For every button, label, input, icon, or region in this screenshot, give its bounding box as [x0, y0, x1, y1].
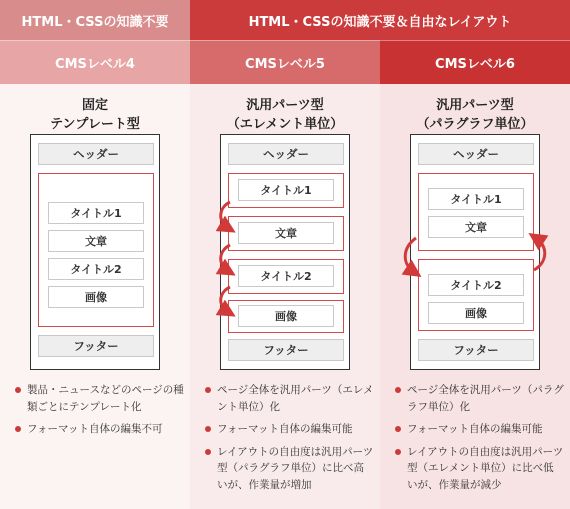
level-6-header: CMSレベル6 [380, 40, 570, 84]
feature-item: 製品・ニュースなどのページの種類ごとにテンプレート化 [14, 382, 184, 415]
mockup-item-text: 文章 [428, 216, 524, 238]
feature-list [14, 382, 184, 444]
feature-item: ページ全体を汎用パーツ（パラグラフ単位）化 [394, 382, 564, 415]
mockup-footer: フッター [38, 335, 154, 357]
mockup-item-text: 文章 [48, 230, 144, 252]
column-title [190, 96, 380, 134]
feature-item: フォーマット自体の編集不可 [14, 421, 184, 438]
feature-item: フォーマット自体の編集可能 [394, 421, 564, 438]
column-title [0, 96, 190, 134]
feature-item: レイアウトの自由度は汎用パーツ型（エレメント単位）に比べ低いが、作業量が減少 [394, 444, 564, 494]
mockup-item-title1: タイトル1 [238, 179, 334, 201]
mockup-item-title1: タイトル1 [48, 202, 144, 224]
paragraph-block [418, 173, 534, 251]
header-knowledge-free: HTML・CSSの知識不要 [0, 0, 190, 40]
mockup-item-title2: タイトル2 [238, 265, 334, 287]
mockup-item-text: 文章 [238, 222, 334, 244]
template-block [38, 173, 154, 327]
mockup-item-title1: タイトル1 [428, 188, 524, 210]
feature-item: レイアウトの自由度は汎用パーツ型（パラグラフ単位）に比べ高いが、作業量が増加 [204, 444, 374, 494]
mockup-item-title2: タイトル2 [48, 258, 144, 280]
page-mockup [220, 134, 350, 370]
page-mockup [30, 134, 160, 370]
level-5-column [190, 84, 380, 509]
page-mockup [410, 134, 540, 370]
level-5-header: CMSレベル5 [190, 40, 380, 84]
element-block [228, 300, 344, 333]
level-4-header: CMSレベル4 [0, 40, 190, 84]
level-4-column [0, 84, 190, 509]
column-title-line2: （パラグラフ単位） [416, 117, 534, 132]
mockup-item-image: 画像 [238, 305, 334, 327]
column-title-line1: 汎用パーツ型 [246, 98, 324, 113]
mockup-footer: フッター [418, 339, 534, 361]
feature-list [394, 382, 564, 499]
feature-list [204, 382, 374, 499]
paragraph-block [418, 259, 534, 331]
mockup-item-image: 画像 [428, 302, 524, 324]
feature-item: ページ全体を汎用パーツ（エレメント単位）化 [204, 382, 374, 415]
feature-item: フォーマット自体の編集可能 [204, 421, 374, 438]
mockup-header: ヘッダー [228, 143, 344, 165]
header-knowledge-free-layout: HTML・CSSの知識不要＆自由なレイアウト [190, 0, 570, 40]
column-title-line1: 汎用パーツ型 [436, 98, 514, 113]
level-6-column [380, 84, 570, 509]
element-block [228, 173, 344, 208]
mockup-header: ヘッダー [418, 143, 534, 165]
mockup-footer: フッター [228, 339, 344, 361]
mockup-header: ヘッダー [38, 143, 154, 165]
mockup-item-image: 画像 [48, 286, 144, 308]
column-title-line2: （エレメント単位） [226, 117, 344, 132]
column-title-line2: テンプレート型 [50, 117, 140, 132]
element-block [228, 216, 344, 251]
element-block [228, 259, 344, 294]
mockup-item-title2: タイトル2 [428, 274, 524, 296]
column-title [380, 96, 570, 134]
column-title-line1: 固定 [81, 98, 108, 113]
